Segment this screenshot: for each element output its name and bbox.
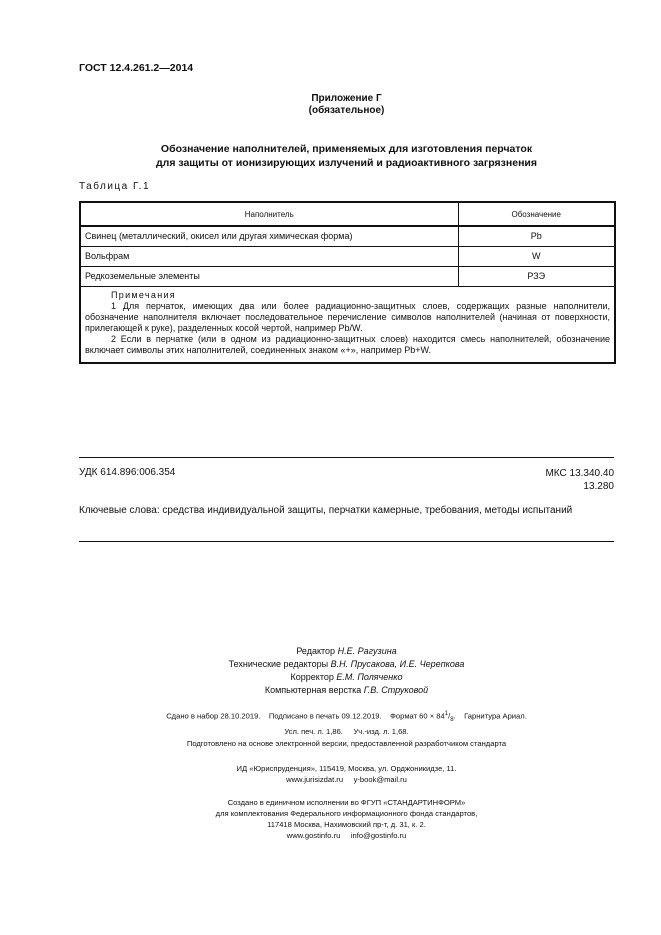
table-notes-row	[80, 286, 615, 363]
table-header-row	[80, 202, 615, 226]
credit-layout	[79, 684, 614, 697]
tech-label: Технические редакторы	[228, 659, 329, 669]
cell-filler: Редкоземельные элементы	[80, 266, 458, 286]
cell-designation: РЗЭ	[458, 266, 615, 286]
print-format: Формат 60 × 84	[390, 711, 445, 721]
credits	[79, 645, 614, 697]
cell-designation: Pb	[458, 226, 615, 246]
credit-tech	[79, 658, 614, 671]
udk-code: УДК 614.896:006.354	[79, 467, 176, 478]
tech-names: В.Н. Прусакова, И.Е. Черепкова	[330, 659, 465, 669]
appendix-label	[79, 93, 614, 117]
print-signed: Подписано в печать 09.12.2019.	[268, 711, 382, 721]
producer-line3: 117418 Москва, Нахимовский пр-т, д. 31, к. 2.	[267, 820, 426, 829]
publisher-line1: ИД «Юриспруденция», 115419, Москва, ул. Орджоникидзе, 11.	[236, 764, 457, 773]
table-row	[80, 246, 615, 266]
corrector-label: Корректор	[290, 672, 334, 682]
print-format-sup: 1	[444, 711, 449, 717]
mks-line2: 13.280	[583, 481, 614, 492]
producer-line4: www.gostinfo.ru info@gostinfo.ru	[286, 831, 407, 840]
note-2: 2 Если в перчатке (или в одном из радиационно-защитных слоев) находится смесь наполнителей, обозначение включает символы этих наполнителей, соединенных знаком «+», например Pb+W.	[85, 333, 610, 355]
credit-corrector	[79, 671, 614, 684]
cell-filler: Вольфрам	[80, 246, 458, 266]
credit-editor	[79, 645, 614, 658]
note-1: 1 Для перчаток, имеющих два или более радиационно-защитных слоев, содержащих разные наполнители, обозначение наполнителя включает последовательное перечисление символов наполнителей (начиная от поверхности, прилегающей к руке), разделенных косой чертой, например Pb/W.	[85, 300, 610, 333]
mks-line1: МКС 13.340.40	[545, 468, 614, 479]
prepared-note: Подготовлено на основе электронной версии, предоставленной разработчиком стандарта	[186, 739, 507, 748]
keywords: Ключевые слова: средства индивидуальной защиты, перчатки камерные, требования, методы испытаний	[79, 505, 573, 516]
corrector-name: Е.М. Поляченко	[336, 672, 403, 682]
cell-designation: W	[458, 246, 615, 266]
print-info	[79, 709, 614, 737]
layout-label: Компьютерная верстка	[264, 685, 362, 695]
header-designation: Обозначение	[458, 202, 615, 226]
producer-info	[79, 797, 614, 841]
cell-filler: Свинец (металлический, окисел или другая химическая форма)	[80, 226, 458, 246]
notes-title: Примечания	[111, 289, 176, 300]
table-notes	[80, 286, 615, 363]
divider-top	[79, 457, 614, 458]
print-line2: Усл. печ. л. 1,86. Уч.-изд. л. 1,68.	[284, 727, 409, 737]
editor-name: Н.Е. Рагузина	[337, 646, 397, 656]
print-font: Гарнитура Ариал.	[464, 711, 527, 721]
editor-label: Редактор	[296, 646, 336, 656]
table-caption: Таблица Г.1	[79, 181, 151, 192]
print-line1: Сдано в набор 28.10.2019. Подписано в печать 09.12.2019. Формат $60 \times 84^1/_8$. Гарнитура Ариал.	[166, 711, 527, 724]
print-typeset: Сдано в набор 28.10.2019.	[166, 711, 261, 721]
publisher-line2: www.jurisizdat.ru y-book@mail.ru	[286, 775, 407, 784]
table-row	[80, 266, 615, 286]
doc-number: ГОСТ 12.4.261.2—2014	[79, 62, 194, 74]
appendix-heading-line1: Обозначение наполнителей, применяемых для изготовления перчаток	[160, 143, 533, 155]
producer-line1: Создано в единичном исполнении во ФГУП «СТАНДАРТИНФОРМ»	[227, 798, 466, 807]
table-row	[80, 226, 615, 246]
header-filler: Наполнитель	[80, 202, 458, 226]
layout-name: Г.В. Струковой	[363, 685, 429, 695]
appendix-subtitle: (обязательное)	[308, 105, 385, 116]
divider-bottom	[79, 541, 614, 542]
mks-code	[545, 467, 614, 493]
print-format-sub: 8	[450, 717, 454, 724]
appendix-heading-line2: для защиты от ионизирующих излучений и радиоактивного загрязнения	[155, 157, 537, 169]
appendix-title: Приложение Г	[311, 93, 382, 104]
producer-line2: для комплектования Федерального информационного фонда стандартов,	[215, 809, 478, 818]
filler-table	[79, 201, 616, 364]
appendix-heading	[79, 142, 614, 170]
publisher-info	[79, 763, 614, 785]
